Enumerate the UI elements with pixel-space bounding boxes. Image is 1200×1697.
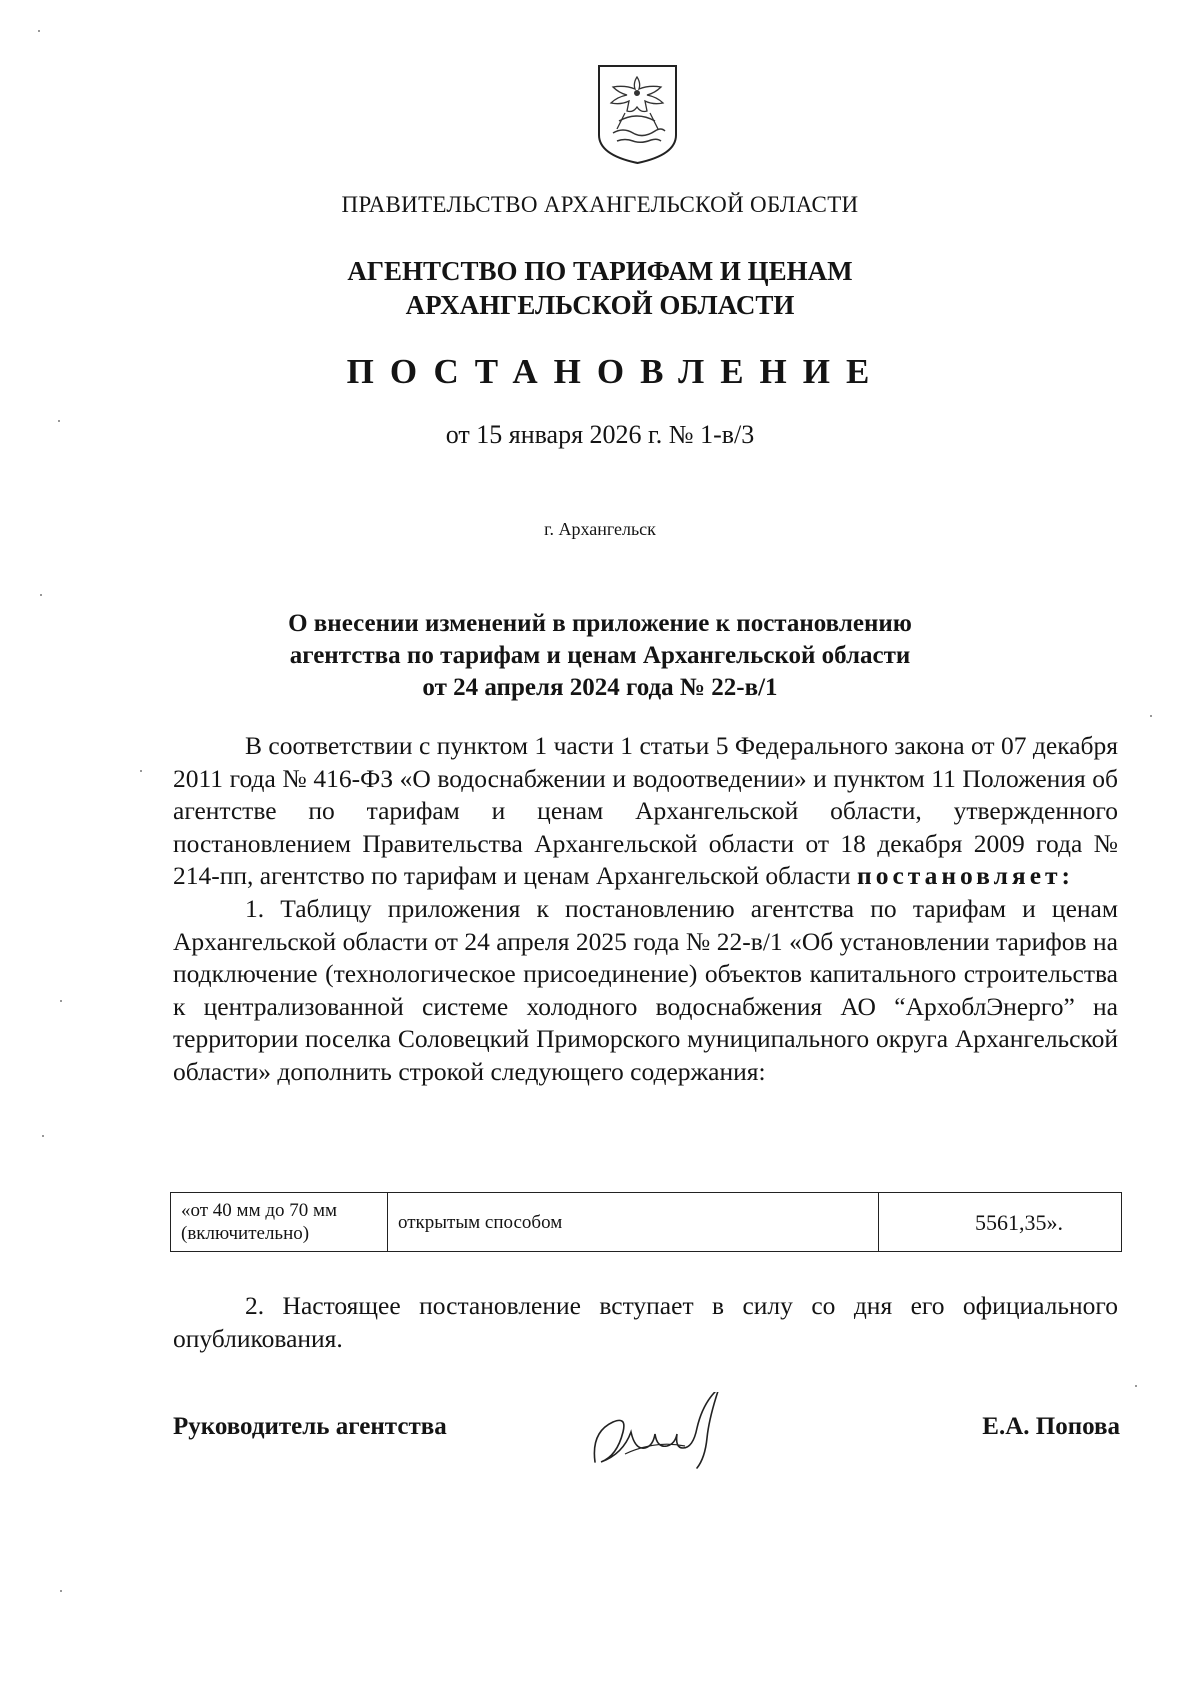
scan-speck	[40, 594, 42, 596]
scan-speck	[38, 30, 40, 32]
scan-speck	[60, 1590, 62, 1592]
value-cell: 5561,35».	[879, 1193, 1122, 1252]
scan-speck	[60, 1000, 62, 1002]
document-body-continued	[173, 1290, 1118, 1355]
item-1-paragraph: 1. Таблицу приложения к постановлению агентства по тарифам и ценам Архангельской области от 24 апреля 2025 года № 22-в/1 «Об установлении тарифов на подключение (технологическое присоединение) объектов капитального строительства к централизованной системе холодного водоснабжения АО “АрхоблЭнерго” на территории поселка Соловецкий Приморского муниципального округа Архангельской области» дополнить строкой следующего содержания:	[173, 893, 1118, 1086]
inserted-table-row	[170, 1192, 1122, 1252]
document-date-number: от 15 января 2026 г. № 1-в/3	[445, 420, 755, 449]
coat-of-arms-emblem	[595, 63, 680, 165]
method-cell: открытым способом	[388, 1193, 879, 1252]
diameter-cell: «от 40 мм до 70 мм (включительно)	[171, 1193, 388, 1252]
item-2-paragraph: 2. Настоящее постановление вступает в силу со дня его официального опубликования.	[173, 1291, 1118, 1353]
preamble-paragraph	[173, 730, 1118, 893]
document-city: г. Архангельск	[544, 519, 656, 539]
signatory-name: Е.А. Попова	[982, 1413, 1120, 1440]
scan-speck	[140, 770, 142, 772]
scan-speck	[42, 1135, 44, 1137]
scan-speck	[1135, 1385, 1137, 1387]
subject-line3: от 24 апреля 2024 года № 22-в/1	[422, 674, 778, 701]
preamble-text: В соответствии с пунктом 1 части 1 статьи 5 Федерального закона от 07 декабря 2011 года № 416-ФЗ «О водоснабжении и водоотведении» и пунктом 11 Положения об агентстве по тарифам и ценам Архангельской области, утвержденного постановлением Правительства Архангельской области от 18 декабря 2009 года № 214-пп, агентство по тарифам и ценам Архангельской области	[173, 731, 1118, 891]
agency-title	[0, 254, 1200, 322]
signatory-title: Руководитель агентства	[173, 1413, 447, 1440]
subject-line1: О внесении изменений в приложение к постановлению	[288, 610, 912, 637]
scan-speck	[58, 420, 60, 422]
agency-title-line1: АГЕНТСТВО ПО ТАРИФАМ И ЦЕНАМ	[347, 256, 853, 286]
subject-line2: агентства по тарифам и ценам Архангельской области	[289, 642, 911, 669]
resolves-word: постановляет:	[857, 861, 1075, 891]
document-subject	[0, 608, 1200, 704]
agency-title-line2: АРХАНГЕЛЬСКОЙ ОБЛАСТИ	[405, 290, 795, 320]
scan-speck	[1150, 715, 1152, 717]
document-body	[173, 730, 1118, 1089]
government-title: ПРАВИТЕЛЬСТВО АРХАНГЕЛЬСКОЙ ОБЛАСТИ	[341, 192, 859, 217]
document-type: ПОСТАНОВЛЕНИЕ	[346, 352, 886, 391]
table-row	[171, 1193, 1122, 1252]
handwritten-signature	[585, 1392, 765, 1482]
